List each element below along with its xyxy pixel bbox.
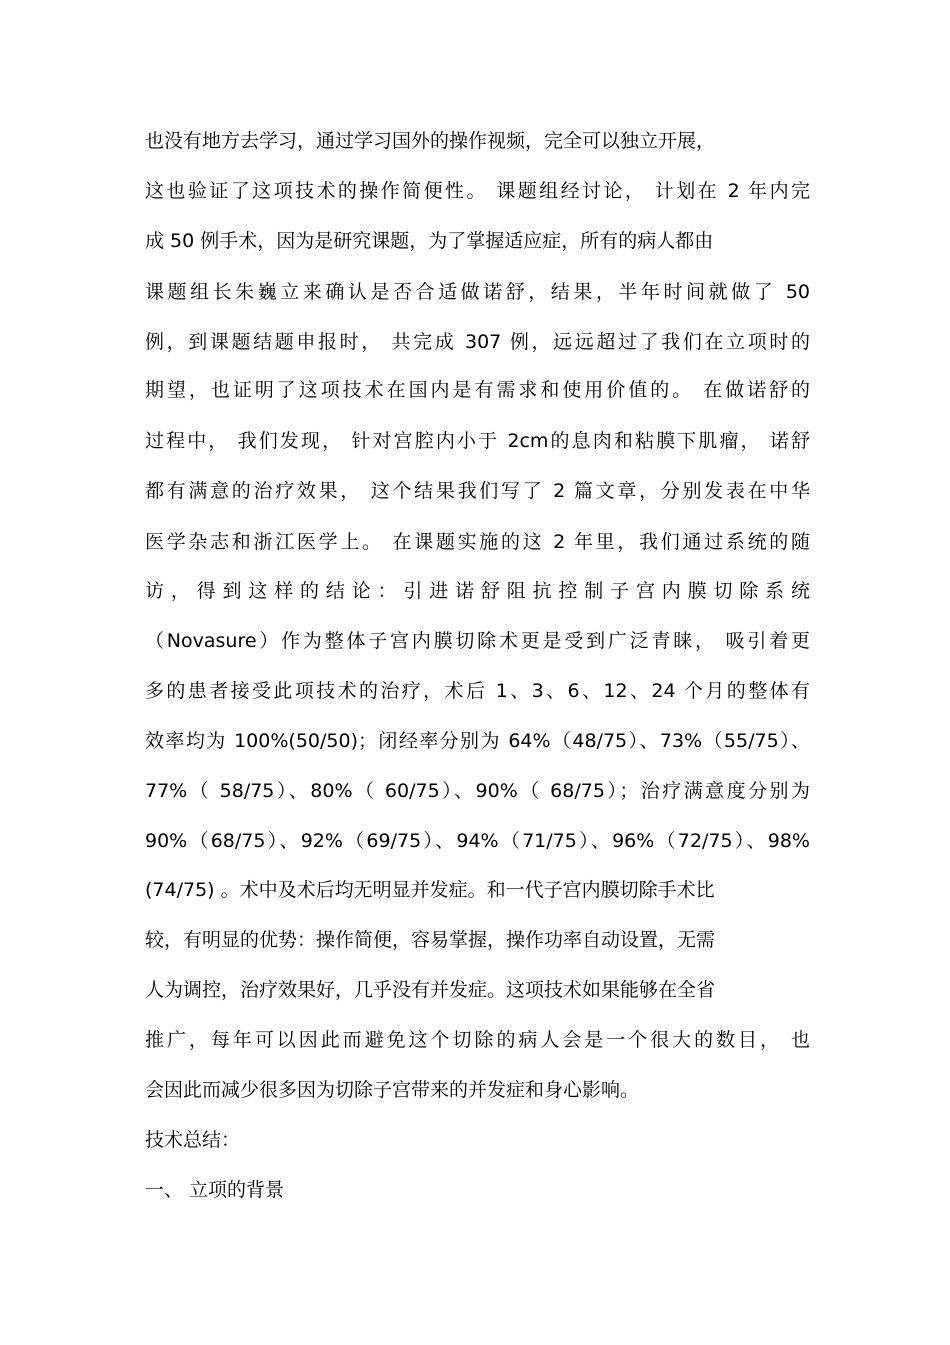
paragraph-line: （Novasure）作为整体子宫内膜切除术更是受到广泛青睐， 吸引着更 [145,630,810,652]
paragraph-line: 77%（ 58/75）、80%（ 60/75）、90%（ 68/75）；治疗满意度分别为 [145,780,810,802]
paragraph-line: 成 50 例手术，因为是研究课题，为了掌握适应症，所有的病人都由 [145,230,714,252]
paragraph-line: 这也验证了这项技术的操作简便性。 课题组经讨论， 计划在 2 年内完 [145,180,810,202]
paragraph-line: 也没有地方去学习，通过学习国外的操作视频，完全可以独立开展， [145,130,716,152]
section-heading: 技术总结： [145,1129,241,1151]
paragraph-line: 多的患者接受此项技术的治疗，术后 1、3、6、12、24 个月的整体有 [145,680,810,702]
paragraph-line: 课题组长朱巍立来确认是否合适做诺舒，结果，半年时间就做了 50 [145,281,810,303]
paragraph-line: 推广，每年可以因此而避免这个切除的病人会是一个很大的数目， 也 [145,1029,810,1051]
paragraph-line: 医学杂志和浙江医学上。 在课题实施的这 2 年里，我们通过系统的随 [145,531,810,553]
section-subheading: 一、 立项的背景 [145,1179,285,1201]
paragraph-line: 较，有明显的优势：操作简便，容易掌握，操作功率自动设置，无需 [145,929,716,951]
paragraph-line: 会因此而减少很多因为切除子宫带来的并发症和身心影响。 [145,1079,640,1101]
paragraph-line: 访 ， 得 到 这 样 的 结 论 ： 引 进 诺 舒 阻 抗 控 制 子 宫 内 膜 切 除 系 统 [145,580,810,602]
paragraph-line: 效率均为 100%(50/50)；闭经率分别为 64%（48/75）、73%（55/75）、 [145,730,810,752]
paragraph-line: 都有满意的治疗效果， 这个结果我们写了 2 篇文章，分别发表在中华 [145,480,810,502]
paragraph-line: 例，到课题结题申报时， 共完成 307 例，远远超过了我们在立项时的 [145,331,810,353]
paragraph-line: 过程中， 我们发现， 针对宫腔内小于 2cm的息肉和粘膜下肌瘤， 诺舒 [145,430,810,452]
paragraph-line: (74/75) 。术中及术后均无明显并发症。和一代子宫内膜切除手术比 [145,879,715,901]
paragraph-line: 90%（68/75）、92%（69/75）、94%（71/75）、96%（72/75）、98% [145,830,810,852]
paragraph-line: 期望，也证明了这项技术在国内是有需求和使用价值的。 在做诺舒的 [145,379,810,401]
paragraph-line: 人为调控，治疗效果好，几乎没有并发症。这项技术如果能够在全省 [145,979,716,1001]
